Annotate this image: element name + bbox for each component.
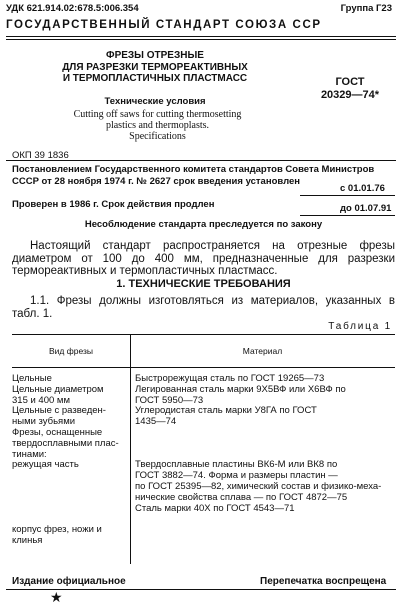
table-cell-type: Фрезы, оснащенные <box>12 426 103 438</box>
gost-designation <box>300 76 400 102</box>
title-line-3: И ТЕРМОПЛАСТИЧНЫХ ПЛАСТМАСС <box>62 73 248 84</box>
table-cell-material: ГОСТ 3882—74. Форма и размеры пластин — <box>135 470 338 482</box>
table-cell-material: нические свойства сплава — по ГОСТ 4872—75 <box>135 491 348 503</box>
en-title-line-1: Cutting off saws for cutting thermosetting <box>73 109 242 120</box>
group-code: Группа Г23 <box>340 3 392 14</box>
intro-date-rule <box>300 195 395 196</box>
table-column-divider <box>130 334 131 564</box>
table-cell-type: Цельные с разведен- <box>12 405 106 417</box>
reprint-notice: Перепечатка воспрещена <box>260 576 387 587</box>
valid-date-rule <box>300 215 395 216</box>
table-cell-type: корпус фрез, ножи и <box>12 524 102 536</box>
table-cell-type <box>12 504 128 515</box>
table-cell-material: Углеродистая сталь марки У8ГА по ГОСТ <box>135 405 317 417</box>
intro-date: с 01.01.76 <box>340 183 385 194</box>
decree-line-1: Постановлением Государственного комитета стандартов Совета Министров <box>12 164 375 175</box>
table-right-column <box>135 374 393 514</box>
valid-date: до 01.07.91 <box>340 203 392 214</box>
decree-rule <box>6 160 396 161</box>
decree-line-2: СССР от 28 ноября 1974 г. № 2627 срок введения установлен <box>12 175 301 187</box>
intro-paragraph: Настоящий стандарт распространяется на отрезные фрезы диаметром от 100 до 400 мм, предназначенные для разрезки термореактивных и термопластичных пластмасс. <box>12 240 395 277</box>
table-cell-material: ГОСТ 5950—73 <box>135 394 204 406</box>
document-title-ru <box>20 50 290 85</box>
header-rule-top <box>6 36 396 37</box>
table-cell-material: Быстрорежущая сталь по ГОСТ 19265—73 <box>135 373 325 384</box>
header-meta <box>6 3 392 17</box>
table-cell-type <box>12 482 128 493</box>
table-cell-type: клинья <box>12 534 43 546</box>
en-title-line-3: Specifications <box>129 131 186 142</box>
title-line-1: ФРЕЗЫ ОТРЕЗНЫЕ <box>106 50 204 61</box>
en-title-line-2: plastics and thermoplasts. <box>105 120 210 131</box>
document-title-en <box>40 109 275 142</box>
header-rule-bottom <box>6 39 396 40</box>
column-header-type: Вид фрезы <box>48 346 93 356</box>
table-cell-type <box>12 493 128 504</box>
table-cell-type: твердосплавными плас- <box>12 437 119 449</box>
table-header-border <box>12 367 395 368</box>
table-label: Таблица 1 <box>328 321 392 332</box>
table-cell-material: Легированная сталь марки 9Х5ВФ или Х6ВФ по <box>135 383 346 395</box>
column-header-material: Материал <box>242 346 283 356</box>
table-cell-type: 315 и 400 мм <box>12 394 70 406</box>
table-cell-type <box>12 471 128 482</box>
state-standard-banner: ГОСУДАРСТВЕННЫЙ СТАНДАРТ СОЮЗА ССР <box>6 19 322 31</box>
table-cell-material: 1435—74 <box>135 416 177 428</box>
table-top-border <box>12 334 395 335</box>
gost-number: 20329—74* <box>320 89 380 101</box>
gost-label: ГОСТ <box>335 76 365 88</box>
table-cell-material: по ГОСТ 25395—82, химический состав и физико-меха- <box>135 480 382 492</box>
checked-text: Проверен в 1986 г. Срок действия продлен <box>12 199 215 210</box>
table-cell-type: режущая часть <box>12 459 79 471</box>
item-1-1: 1.1. Фрезы должны изготовляться из материалов, указанных в табл. 1. <box>12 295 395 320</box>
footer-rule <box>6 589 396 590</box>
official-edition: Издание официальное <box>12 576 126 587</box>
materials-table <box>12 334 395 566</box>
table-cell-material <box>135 439 393 450</box>
udk-code: УДК 621.914.02:678.5:006.354 <box>6 3 139 14</box>
table-cell-type: Цельные диаметром <box>12 383 104 395</box>
title-line-2: ДЛЯ РАЗРЕЗКИ ТЕРМОРЕАКТИВНЫХ <box>62 61 248 73</box>
star-icon: ★ <box>50 591 63 606</box>
technical-conditions: Технические условия <box>104 96 206 107</box>
table-cell-type: тинами: <box>12 448 47 460</box>
penalty-notice: Несоблюдение стандарта преследуется по закону <box>84 219 323 230</box>
table-cell-material <box>135 428 393 439</box>
table-cell-type: ными зубьями <box>12 416 76 428</box>
table-cell-material: Сталь марки 40Х по ГОСТ 4543—71 <box>135 502 295 514</box>
section-heading: 1. ТЕХНИЧЕСКИЕ ТРЕБОВАНИЯ <box>116 278 291 290</box>
decree-text <box>12 164 395 187</box>
okp-code: ОКП 39 1836 <box>12 150 69 161</box>
table-cell-type: Цельные <box>12 373 52 384</box>
table-left-column <box>12 374 128 547</box>
table-cell-material: Твердосплавные пластины ВК6-М или ВК8 по <box>135 459 338 471</box>
